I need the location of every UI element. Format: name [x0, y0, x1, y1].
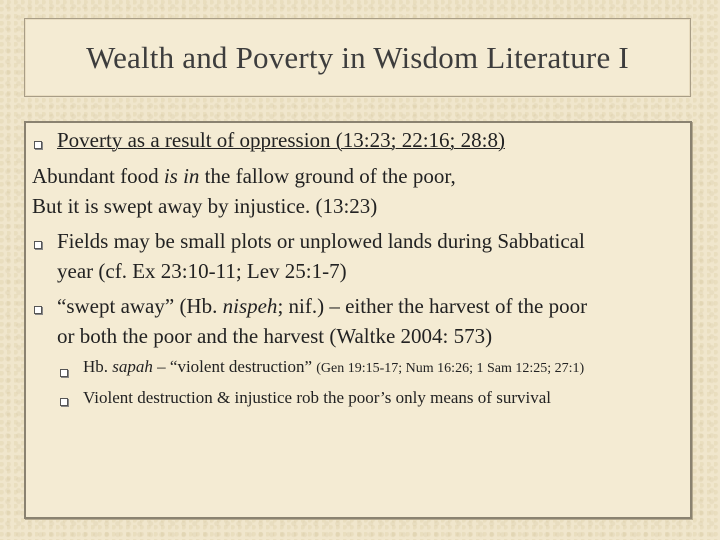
- bullet-2-text-pre: “swept away” (Hb.: [57, 294, 223, 318]
- heading-point: Poverty as a result of oppression (13:23; 22:16; 28:8): [57, 128, 505, 152]
- quote-line-1: [32, 163, 456, 189]
- sub-bullet-1: [83, 354, 584, 382]
- sub-1-mid: – “violent destruction”: [152, 357, 317, 376]
- title-box: [24, 18, 691, 97]
- sub-1-pre: Hb.: [83, 357, 113, 376]
- content-box: [24, 121, 692, 519]
- bullet-2-line-1: [57, 293, 587, 319]
- sub-1-emphasis: sapah: [112, 357, 153, 376]
- slide-title: Wealth and Poverty in Wisdom Literature I: [86, 39, 629, 75]
- quote-text-emphasis: is in: [163, 164, 200, 188]
- square-bullet-icon: [60, 369, 68, 377]
- bullet-1-line-1: Fields may be small plots or unplowed lands during Sabbatical: [57, 229, 585, 253]
- square-bullet-icon: [60, 398, 68, 406]
- quote-text-pre: Abundant food: [32, 164, 164, 188]
- bullet-2-text-emphasis: nispeh: [222, 294, 278, 318]
- bullet-1-line-2: year (cf. Ex 23:10-11; Lev 25:1-7): [57, 259, 347, 283]
- square-bullet-icon: [34, 306, 42, 314]
- sub-bullet-2: Violent destruction & injustice rob the poor’s only means of survival: [83, 388, 551, 407]
- square-bullet-icon: [34, 241, 42, 249]
- sub-1-references: (Gen 19:15-17; Num 16:26; 1 Sam 12:25; 27:1): [316, 361, 585, 376]
- bullet-2-line-2: or both the poor and the harvest (Waltke 2004: 573): [57, 324, 493, 348]
- quote-line-2: But it is swept away by injustice. (13:23): [32, 194, 378, 218]
- quote-text-post: the fallow ground of the poor,: [199, 164, 456, 188]
- bullet-2-text-post: ; nif.) – either the harvest of the poor: [277, 294, 588, 318]
- square-bullet-icon: [34, 141, 42, 149]
